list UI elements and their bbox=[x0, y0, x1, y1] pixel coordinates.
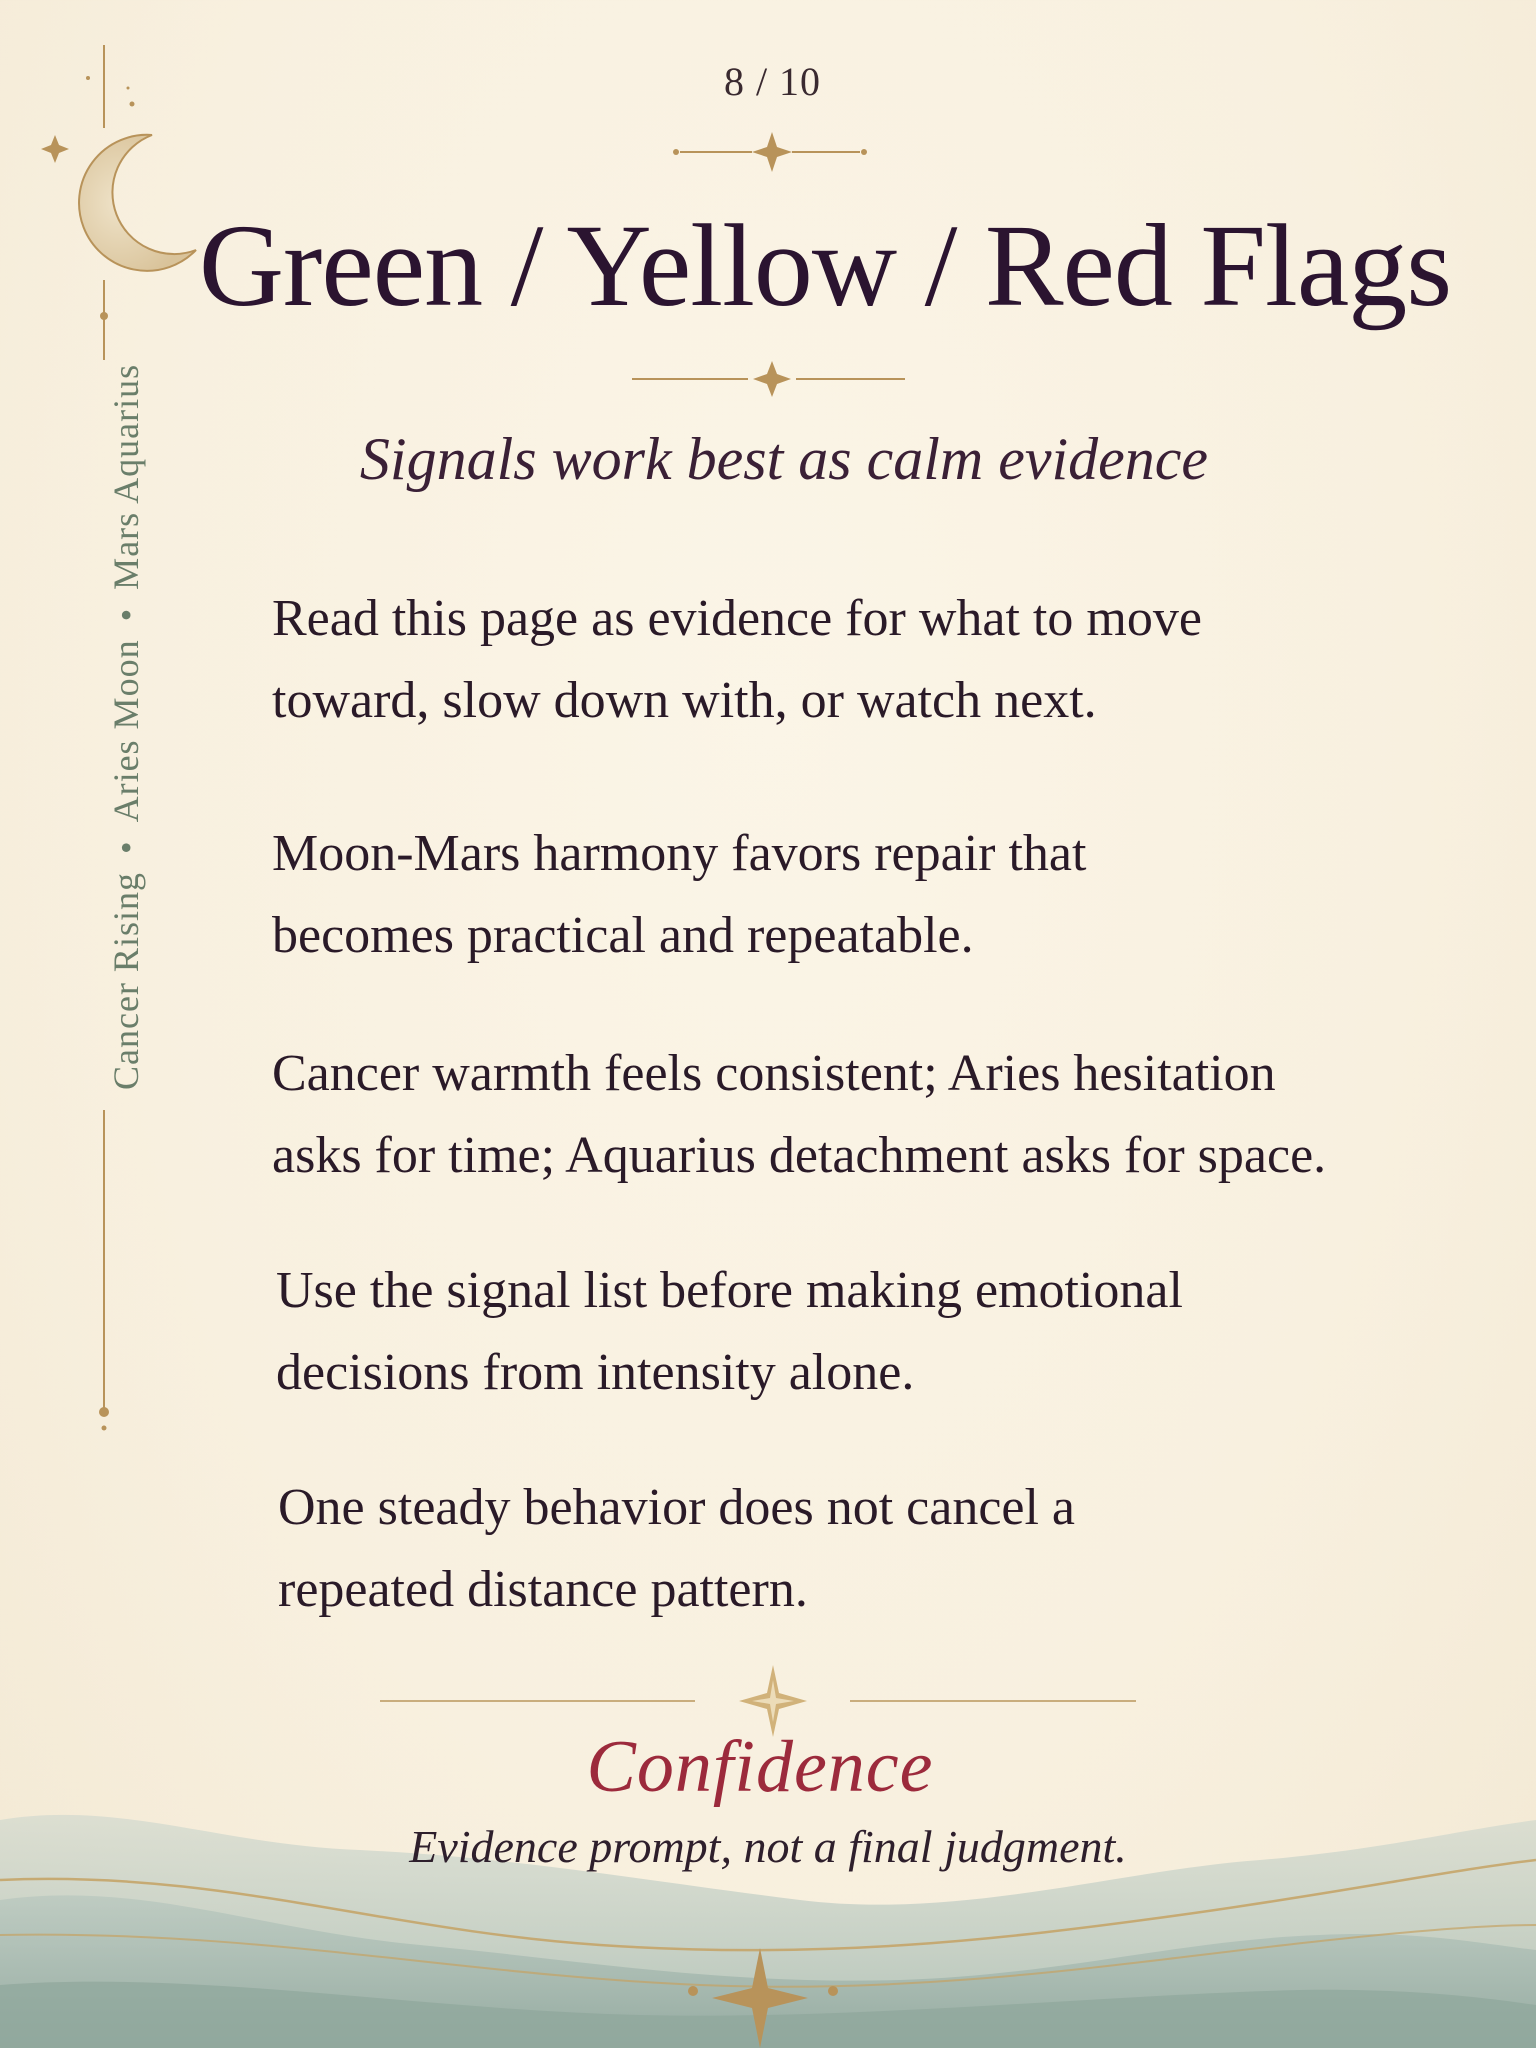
placement-rising: Cancer Rising bbox=[106, 872, 146, 1090]
separator-dot: • bbox=[106, 607, 146, 622]
placement-mars: Mars Aquarius bbox=[106, 363, 146, 590]
paragraph-line: Moon-Mars harmony favors repair that bbox=[272, 825, 1087, 882]
paragraph bbox=[272, 578, 1372, 742]
paragraph-line: decisions from intensity alone. bbox=[276, 1344, 915, 1401]
paragraph-line: asks for time; Aquarius detachment asks for space. bbox=[272, 1127, 1327, 1184]
paragraph bbox=[278, 1467, 1378, 1631]
paragraph-line: becomes practical and repeatable. bbox=[272, 907, 974, 964]
paragraph bbox=[276, 1250, 1376, 1414]
paragraph-line: Cancer warmth feels consistent; Aries hesitation bbox=[272, 1045, 1276, 1102]
paragraph-line: toward, slow down with, or watch next. bbox=[272, 672, 1097, 729]
confidence-heading: Confidence bbox=[586, 1726, 934, 1808]
paragraph-line: Use the signal list before making emotional bbox=[276, 1262, 1183, 1319]
sparkle-star-icon bbox=[753, 361, 791, 397]
paragraph-line: One steady behavior does not cancel a bbox=[278, 1479, 1076, 1536]
page-subtitle: Signals work best as calm evidence bbox=[359, 426, 1209, 492]
page-title: Green / Yellow / Red Flags bbox=[198, 200, 1452, 331]
paragraph-line: Read this page as evidence for what to move bbox=[272, 590, 1202, 647]
placement-moon: Aries Moon bbox=[106, 639, 146, 823]
paragraph-line: repeated distance pattern. bbox=[278, 1561, 808, 1618]
paragraph bbox=[272, 813, 1372, 977]
sparkle-star-icon bbox=[752, 132, 792, 172]
page-indicator: 8 / 10 bbox=[723, 59, 822, 104]
separator-dot: • bbox=[106, 840, 146, 855]
confidence-note: Evidence prompt, not a final judgment. bbox=[409, 1821, 1127, 1872]
paragraph bbox=[272, 1033, 1372, 1197]
